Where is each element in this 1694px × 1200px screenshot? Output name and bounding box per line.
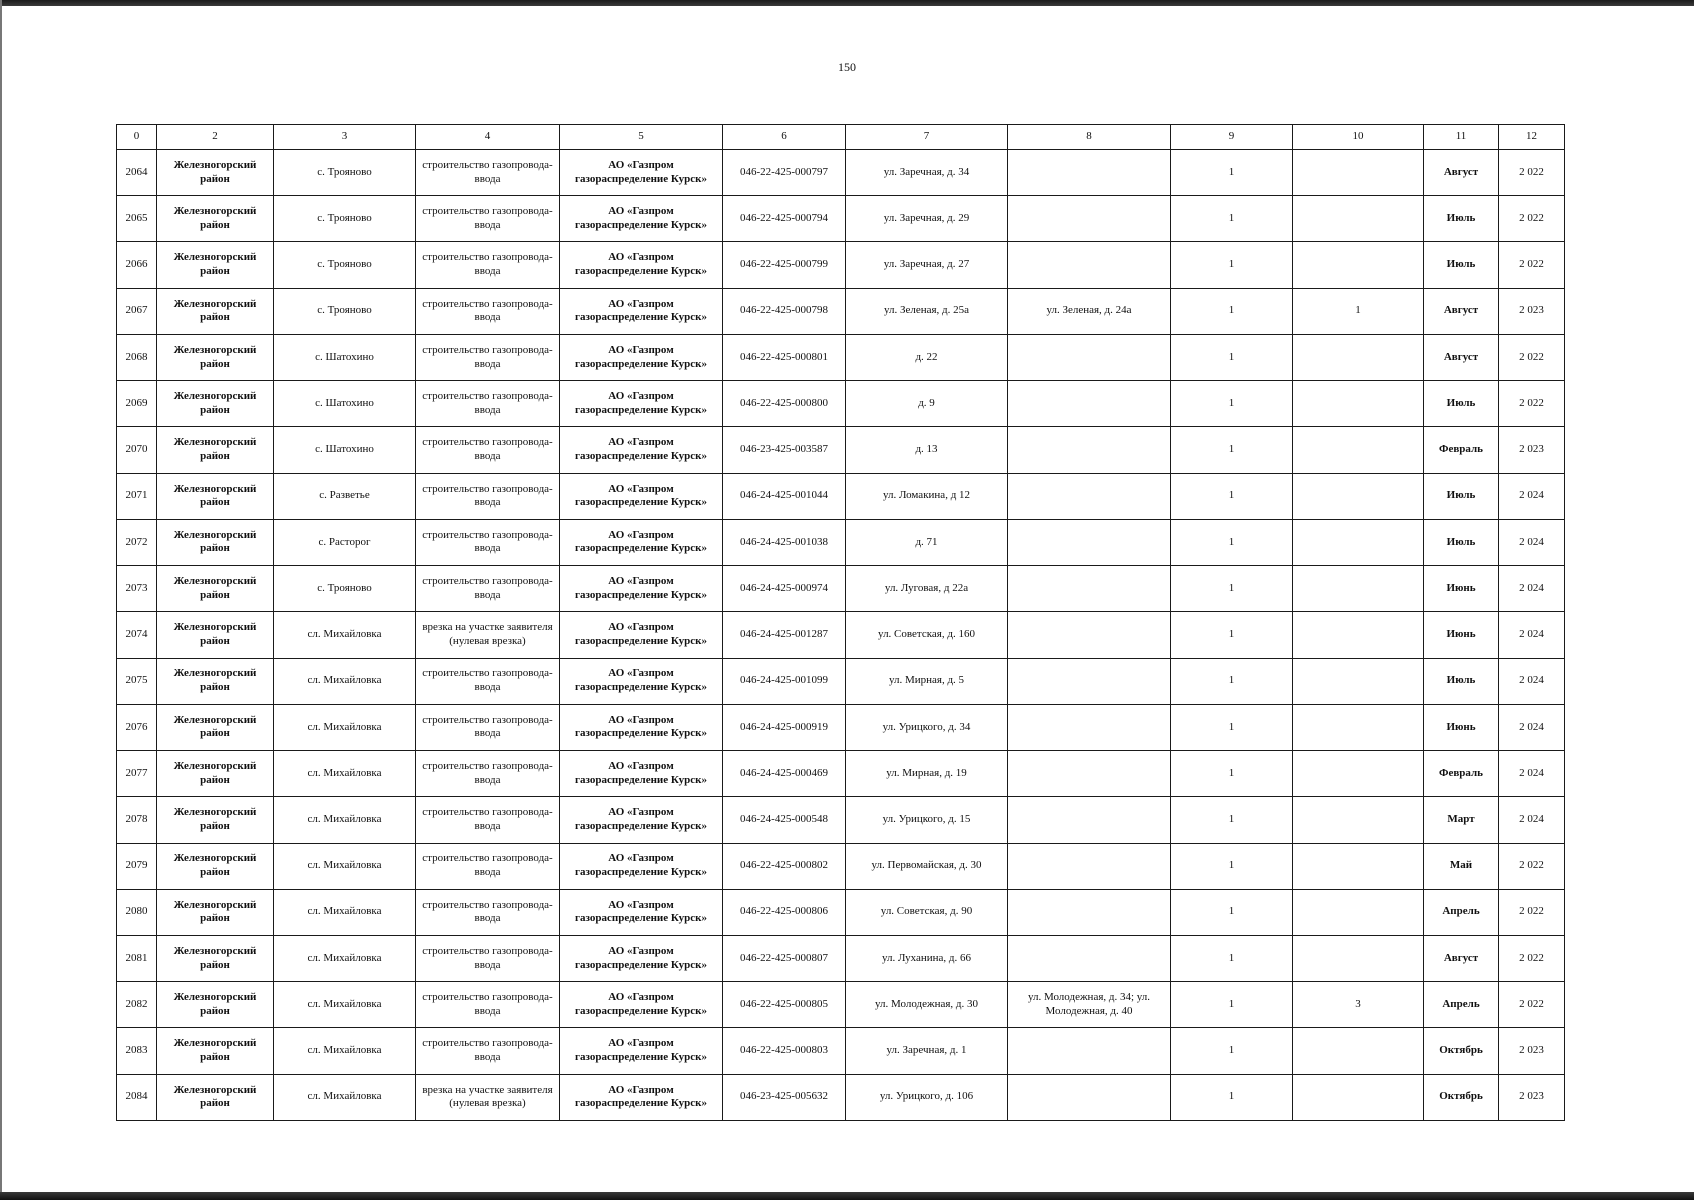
cell-extra-count: [1293, 473, 1424, 519]
table-row: [117, 843, 1565, 889]
cell-count: 1: [1171, 889, 1293, 935]
table-row: [117, 1028, 1565, 1074]
table-row: [117, 150, 1565, 196]
cell-row-number: 2066: [117, 242, 157, 288]
cell-month: Август: [1424, 288, 1499, 334]
cell-settlement: с. Трояново: [274, 288, 416, 334]
cell-extra-address: [1008, 334, 1171, 380]
cell-registry-code: 046-22-425-000806: [723, 889, 846, 935]
cell-district: Железногорский район: [157, 566, 274, 612]
column-header-contractor: 5: [560, 125, 723, 150]
cell-district: Железногорский район: [157, 150, 274, 196]
cell-registry-code: 046-24-425-001038: [723, 519, 846, 565]
cell-count: 1: [1171, 612, 1293, 658]
cell-contractor: АО «Газпром газораспределение Курск»: [560, 797, 723, 843]
cell-extra-address: ул. Молодежная, д. 34; ул. Молодежная, д. 40: [1008, 982, 1171, 1028]
cell-extra-count: [1293, 150, 1424, 196]
cell-count: 1: [1171, 704, 1293, 750]
cell-extra-count: [1293, 751, 1424, 797]
cell-address: ул. Молодежная, д. 30: [846, 982, 1008, 1028]
cell-address: ул. Заречная, д. 34: [846, 150, 1008, 196]
cell-district: Железногорский район: [157, 288, 274, 334]
cell-extra-count: [1293, 519, 1424, 565]
cell-work-type: строительство газопровода-ввода: [416, 797, 560, 843]
column-header-address: 7: [846, 125, 1008, 150]
cell-extra-count: 1: [1293, 288, 1424, 334]
table-row: [117, 473, 1565, 519]
cell-month: Июль: [1424, 519, 1499, 565]
cell-registry-code: 046-22-425-000794: [723, 196, 846, 242]
cell-settlement: сл. Михайловка: [274, 1028, 416, 1074]
cell-registry-code: 046-22-425-000802: [723, 843, 846, 889]
cell-year: 2 024: [1499, 658, 1565, 704]
cell-district: Железногорский район: [157, 935, 274, 981]
cell-row-number: 2076: [117, 704, 157, 750]
cell-district: Железногорский район: [157, 334, 274, 380]
cell-work-type: строительство газопровода-ввода: [416, 242, 560, 288]
cell-row-number: 2080: [117, 889, 157, 935]
cell-settlement: сл. Михайловка: [274, 889, 416, 935]
cell-count: 1: [1171, 381, 1293, 427]
cell-extra-count: [1293, 797, 1424, 843]
cell-year: 2 022: [1499, 334, 1565, 380]
cell-year: 2 022: [1499, 242, 1565, 288]
table-row: [117, 288, 1565, 334]
cell-row-number: 2071: [117, 473, 157, 519]
table-row: [117, 935, 1565, 981]
cell-row-number: 2077: [117, 751, 157, 797]
table-row: [117, 242, 1565, 288]
table-row: [117, 704, 1565, 750]
cell-contractor: АО «Газпром газораспределение Курск»: [560, 982, 723, 1028]
cell-contractor: АО «Газпром газораспределение Курск»: [560, 1028, 723, 1074]
cell-address: ул. Урицкого, д. 34: [846, 704, 1008, 750]
cell-registry-code: 046-24-425-000469: [723, 751, 846, 797]
cell-work-type: строительство газопровода-ввода: [416, 196, 560, 242]
cell-row-number: 2070: [117, 427, 157, 473]
cell-year: 2 022: [1499, 935, 1565, 981]
cell-extra-address: ул. Зеленая, д. 24а: [1008, 288, 1171, 334]
cell-registry-code: 046-24-425-000919: [723, 704, 846, 750]
cell-work-type: строительство газопровода-ввода: [416, 473, 560, 519]
cell-year: 2 024: [1499, 612, 1565, 658]
cell-row-number: 2065: [117, 196, 157, 242]
cell-month: Июль: [1424, 658, 1499, 704]
cell-address: ул. Первомайская, д. 30: [846, 843, 1008, 889]
cell-address: ул. Советская, д. 160: [846, 612, 1008, 658]
cell-extra-address: [1008, 1074, 1171, 1120]
cell-district: Железногорский район: [157, 889, 274, 935]
cell-count: 1: [1171, 150, 1293, 196]
cell-extra-count: [1293, 381, 1424, 427]
cell-address: ул. Мирная, д. 5: [846, 658, 1008, 704]
cell-row-number: 2069: [117, 381, 157, 427]
table-row: [117, 196, 1565, 242]
cell-month: Август: [1424, 150, 1499, 196]
cell-district: Железногорский район: [157, 1074, 274, 1120]
cell-month: Август: [1424, 935, 1499, 981]
cell-count: 1: [1171, 982, 1293, 1028]
cell-address: д. 71: [846, 519, 1008, 565]
cell-month: Февраль: [1424, 751, 1499, 797]
cell-year: 2 023: [1499, 1074, 1565, 1120]
cell-address: ул. Урицкого, д. 106: [846, 1074, 1008, 1120]
cell-year: 2 023: [1499, 288, 1565, 334]
cell-row-number: 2083: [117, 1028, 157, 1074]
table-header: [117, 125, 1565, 150]
cell-registry-code: 046-24-425-001287: [723, 612, 846, 658]
cell-month: Июнь: [1424, 704, 1499, 750]
column-header-extra-address: 8: [1008, 125, 1171, 150]
cell-extra-count: [1293, 242, 1424, 288]
column-header-district: 2: [157, 125, 274, 150]
cell-month: Июнь: [1424, 612, 1499, 658]
column-header-work-type: 4: [416, 125, 560, 150]
table-row: [117, 566, 1565, 612]
table-row: [117, 427, 1565, 473]
cell-district: Железногорский район: [157, 843, 274, 889]
cell-contractor: АО «Газпром газораспределение Курск»: [560, 843, 723, 889]
cell-month: Октябрь: [1424, 1028, 1499, 1074]
cell-work-type: строительство газопровода-ввода: [416, 150, 560, 196]
registry-table: [116, 124, 1565, 1121]
cell-settlement: с. Шатохино: [274, 381, 416, 427]
cell-month: Апрель: [1424, 982, 1499, 1028]
cell-contractor: АО «Газпром газораспределение Курск»: [560, 381, 723, 427]
cell-month: Июль: [1424, 242, 1499, 288]
cell-contractor: АО «Газпром газораспределение Курск»: [560, 519, 723, 565]
cell-address: д. 9: [846, 381, 1008, 427]
cell-registry-code: 046-24-425-001044: [723, 473, 846, 519]
column-header-month: 11: [1424, 125, 1499, 150]
cell-year: 2 024: [1499, 566, 1565, 612]
cell-district: Железногорский район: [157, 519, 274, 565]
cell-year: 2 024: [1499, 704, 1565, 750]
cell-settlement: сл. Михайловка: [274, 1074, 416, 1120]
cell-registry-code: 046-24-425-001099: [723, 658, 846, 704]
table-row: [117, 751, 1565, 797]
cell-address: ул. Заречная, д. 29: [846, 196, 1008, 242]
table-row: [117, 982, 1565, 1028]
column-header-registry-code: 6: [723, 125, 846, 150]
cell-address: ул. Заречная, д. 1: [846, 1028, 1008, 1074]
cell-extra-address: [1008, 797, 1171, 843]
cell-work-type: врезка на участке заявителя (нулевая врезка): [416, 1074, 560, 1120]
cell-settlement: с. Шатохино: [274, 334, 416, 380]
cell-extra-address: [1008, 381, 1171, 427]
cell-count: 1: [1171, 935, 1293, 981]
cell-registry-code: 046-22-425-000801: [723, 334, 846, 380]
cell-year: 2 022: [1499, 889, 1565, 935]
cell-contractor: АО «Газпром газораспределение Курск»: [560, 612, 723, 658]
cell-district: Железногорский район: [157, 797, 274, 843]
cell-contractor: АО «Газпром газораспределение Курск»: [560, 1074, 723, 1120]
cell-registry-code: 046-22-425-000800: [723, 381, 846, 427]
cell-settlement: сл. Михайловка: [274, 658, 416, 704]
cell-work-type: врезка на участке заявителя (нулевая врезка): [416, 612, 560, 658]
table-row: [117, 381, 1565, 427]
cell-extra-count: [1293, 1028, 1424, 1074]
table-row: [117, 889, 1565, 935]
cell-settlement: с. Трояново: [274, 242, 416, 288]
cell-year: 2 022: [1499, 982, 1565, 1028]
cell-extra-count: [1293, 1074, 1424, 1120]
cell-registry-code: 046-23-425-003587: [723, 427, 846, 473]
cell-district: Железногорский район: [157, 751, 274, 797]
cell-count: 1: [1171, 843, 1293, 889]
cell-settlement: сл. Михайловка: [274, 797, 416, 843]
scan-border-left: [0, 0, 2, 1200]
cell-month: Март: [1424, 797, 1499, 843]
table-row: [117, 797, 1565, 843]
cell-address: ул. Ломакина, д 12: [846, 473, 1008, 519]
cell-count: 1: [1171, 658, 1293, 704]
cell-contractor: АО «Газпром газораспределение Курск»: [560, 196, 723, 242]
cell-count: 1: [1171, 288, 1293, 334]
cell-registry-code: 046-24-425-000974: [723, 566, 846, 612]
cell-district: Железногорский район: [157, 704, 274, 750]
cell-row-number: 2079: [117, 843, 157, 889]
cell-district: Железногорский район: [157, 381, 274, 427]
cell-row-number: 2072: [117, 519, 157, 565]
cell-extra-address: [1008, 566, 1171, 612]
cell-address: ул. Урицкого, д. 15: [846, 797, 1008, 843]
cell-extra-address: [1008, 150, 1171, 196]
cell-district: Железногорский район: [157, 1028, 274, 1074]
cell-work-type: строительство газопровода-ввода: [416, 519, 560, 565]
cell-count: 1: [1171, 427, 1293, 473]
cell-work-type: строительство газопровода-ввода: [416, 889, 560, 935]
cell-address: ул. Заречная, д. 27: [846, 242, 1008, 288]
cell-extra-count: [1293, 196, 1424, 242]
cell-work-type: строительство газопровода-ввода: [416, 566, 560, 612]
cell-month: Июль: [1424, 381, 1499, 427]
cell-registry-code: 046-24-425-000548: [723, 797, 846, 843]
cell-extra-address: [1008, 935, 1171, 981]
cell-district: Железногорский район: [157, 982, 274, 1028]
cell-month: Август: [1424, 334, 1499, 380]
cell-row-number: 2081: [117, 935, 157, 981]
cell-contractor: АО «Газпром газораспределение Курск»: [560, 889, 723, 935]
cell-extra-count: [1293, 612, 1424, 658]
table-row: [117, 612, 1565, 658]
cell-contractor: АО «Газпром газораспределение Курск»: [560, 334, 723, 380]
cell-extra-address: [1008, 658, 1171, 704]
cell-extra-address: [1008, 843, 1171, 889]
table-row: [117, 1074, 1565, 1120]
cell-settlement: с. Трояново: [274, 150, 416, 196]
cell-extra-address: [1008, 473, 1171, 519]
cell-count: 1: [1171, 196, 1293, 242]
cell-month: Июнь: [1424, 566, 1499, 612]
cell-work-type: строительство газопровода-ввода: [416, 935, 560, 981]
cell-row-number: 2073: [117, 566, 157, 612]
cell-extra-count: [1293, 658, 1424, 704]
cell-month: Октябрь: [1424, 1074, 1499, 1120]
cell-address: ул. Зеленая, д. 25а: [846, 288, 1008, 334]
cell-settlement: с. Разветье: [274, 473, 416, 519]
column-header-settlement: 3: [274, 125, 416, 150]
cell-work-type: строительство газопровода-ввода: [416, 658, 560, 704]
cell-contractor: АО «Газпром газораспределение Курск»: [560, 427, 723, 473]
cell-year: 2 024: [1499, 751, 1565, 797]
cell-extra-count: [1293, 935, 1424, 981]
cell-count: 1: [1171, 751, 1293, 797]
table-row: [117, 519, 1565, 565]
cell-registry-code: 046-22-425-000805: [723, 982, 846, 1028]
cell-extra-address: [1008, 196, 1171, 242]
scan-border-bottom: [0, 1192, 1694, 1200]
table-body: [117, 150, 1565, 1121]
cell-address: ул. Советская, д. 90: [846, 889, 1008, 935]
cell-contractor: АО «Газпром газораспределение Курск»: [560, 288, 723, 334]
cell-year: 2 022: [1499, 196, 1565, 242]
cell-settlement: с. Трояново: [274, 566, 416, 612]
cell-work-type: строительство газопровода-ввода: [416, 288, 560, 334]
cell-extra-count: [1293, 704, 1424, 750]
page-number: 150: [838, 60, 856, 74]
cell-row-number: 2075: [117, 658, 157, 704]
cell-contractor: АО «Газпром газораспределение Курск»: [560, 751, 723, 797]
cell-extra-address: [1008, 612, 1171, 658]
cell-extra-count: [1293, 566, 1424, 612]
cell-work-type: строительство газопровода-ввода: [416, 704, 560, 750]
cell-work-type: строительство газопровода-ввода: [416, 1028, 560, 1074]
cell-registry-code: 046-22-425-000799: [723, 242, 846, 288]
cell-work-type: строительство газопровода-ввода: [416, 427, 560, 473]
cell-year: 2 024: [1499, 519, 1565, 565]
cell-settlement: сл. Михайловка: [274, 704, 416, 750]
cell-count: 1: [1171, 1028, 1293, 1074]
cell-district: Железногорский район: [157, 658, 274, 704]
cell-extra-count: [1293, 427, 1424, 473]
cell-district: Железногорский район: [157, 427, 274, 473]
cell-row-number: 2068: [117, 334, 157, 380]
cell-extra-address: [1008, 704, 1171, 750]
cell-count: 1: [1171, 797, 1293, 843]
cell-count: 1: [1171, 473, 1293, 519]
cell-settlement: сл. Михайловка: [274, 843, 416, 889]
cell-extra-address: [1008, 427, 1171, 473]
cell-district: Железногорский район: [157, 196, 274, 242]
cell-year: 2 023: [1499, 1028, 1565, 1074]
cell-extra-address: [1008, 751, 1171, 797]
cell-contractor: АО «Газпром газораспределение Курск»: [560, 150, 723, 196]
column-header-extra-count: 10: [1293, 125, 1424, 150]
cell-year: 2 022: [1499, 381, 1565, 427]
cell-settlement: с. Расторог: [274, 519, 416, 565]
cell-district: Железногорский район: [157, 612, 274, 658]
cell-contractor: АО «Газпром газораспределение Курск»: [560, 658, 723, 704]
cell-contractor: АО «Газпром газораспределение Курск»: [560, 935, 723, 981]
cell-registry-code: 046-22-425-000797: [723, 150, 846, 196]
cell-contractor: АО «Газпром газораспределение Курск»: [560, 704, 723, 750]
cell-extra-count: [1293, 334, 1424, 380]
cell-registry-code: 046-22-425-000807: [723, 935, 846, 981]
cell-work-type: строительство газопровода-ввода: [416, 334, 560, 380]
cell-address: ул. Луханина, д. 66: [846, 935, 1008, 981]
cell-count: 1: [1171, 1074, 1293, 1120]
cell-count: 1: [1171, 242, 1293, 288]
cell-extra-address: [1008, 889, 1171, 935]
cell-year: 2 024: [1499, 797, 1565, 843]
cell-extra-address: [1008, 1028, 1171, 1074]
cell-year: 2 022: [1499, 843, 1565, 889]
column-header-year: 12: [1499, 125, 1565, 150]
cell-month: Апрель: [1424, 889, 1499, 935]
cell-work-type: строительство газопровода-ввода: [416, 982, 560, 1028]
header-row: [117, 125, 1565, 150]
cell-registry-code: 046-22-425-000803: [723, 1028, 846, 1074]
cell-district: Железногорский район: [157, 473, 274, 519]
scan-border-top: [0, 0, 1694, 6]
cell-row-number: 2074: [117, 612, 157, 658]
cell-year: 2 024: [1499, 473, 1565, 519]
cell-count: 1: [1171, 519, 1293, 565]
cell-year: 2 022: [1499, 150, 1565, 196]
cell-extra-address: [1008, 519, 1171, 565]
cell-settlement: сл. Михайловка: [274, 982, 416, 1028]
cell-address: д. 22: [846, 334, 1008, 380]
cell-address: д. 13: [846, 427, 1008, 473]
cell-settlement: с. Трояново: [274, 196, 416, 242]
cell-count: 1: [1171, 566, 1293, 612]
cell-row-number: 2084: [117, 1074, 157, 1120]
cell-extra-count: [1293, 889, 1424, 935]
cell-settlement: сл. Михайловка: [274, 612, 416, 658]
column-header-row-number: 0: [117, 125, 157, 150]
cell-work-type: строительство газопровода-ввода: [416, 381, 560, 427]
cell-month: Май: [1424, 843, 1499, 889]
cell-row-number: 2064: [117, 150, 157, 196]
cell-contractor: АО «Газпром газораспределение Курск»: [560, 566, 723, 612]
cell-settlement: с. Шатохино: [274, 427, 416, 473]
cell-year: 2 023: [1499, 427, 1565, 473]
cell-settlement: сл. Михайловка: [274, 751, 416, 797]
cell-work-type: строительство газопровода-ввода: [416, 751, 560, 797]
cell-extra-address: [1008, 242, 1171, 288]
column-header-count: 9: [1171, 125, 1293, 150]
cell-month: Июль: [1424, 473, 1499, 519]
cell-registry-code: 046-22-425-000798: [723, 288, 846, 334]
cell-row-number: 2067: [117, 288, 157, 334]
cell-work-type: строительство газопровода-ввода: [416, 843, 560, 889]
cell-registry-code: 046-23-425-005632: [723, 1074, 846, 1120]
cell-row-number: 2078: [117, 797, 157, 843]
cell-count: 1: [1171, 334, 1293, 380]
cell-month: Февраль: [1424, 427, 1499, 473]
cell-extra-count: [1293, 843, 1424, 889]
cell-settlement: сл. Михайловка: [274, 935, 416, 981]
cell-district: Железногорский район: [157, 242, 274, 288]
table-row: [117, 334, 1565, 380]
cell-extra-count: 3: [1293, 982, 1424, 1028]
cell-contractor: АО «Газпром газораспределение Курск»: [560, 242, 723, 288]
cell-address: ул. Мирная, д. 19: [846, 751, 1008, 797]
cell-contractor: АО «Газпром газораспределение Курск»: [560, 473, 723, 519]
table-row: [117, 658, 1565, 704]
cell-month: Июль: [1424, 196, 1499, 242]
cell-address: ул. Луговая, д 22а: [846, 566, 1008, 612]
cell-row-number: 2082: [117, 982, 157, 1028]
